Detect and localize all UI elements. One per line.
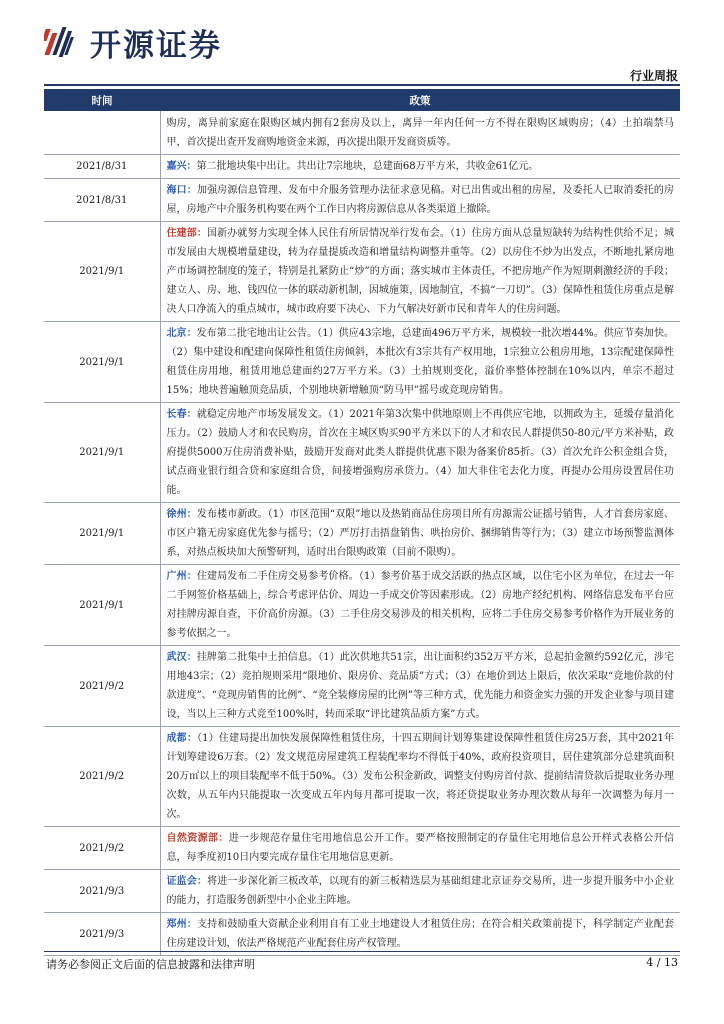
brand-name: 开源证券 [90,28,222,64]
table-body [44,111,680,956]
brand-logo [44,20,222,65]
policy-text: 国新办就努力实现全体人民住有所居情况举行发布会。（1）住房方面从总量短缺转为结构性供给不足；城市发展由大规模增量建设，转为存量提质改造和增量结构调整并重等。（2）以房住不炒为出发点，不断地扎紧房地产市场调控制度的笼子，特别是扎紧防止“炒”的方面；落实城市主体责任，不把房地产作为短期刺激经济的手段；建立人、房、地、钱四位一体的联动新机制，因城施策，因地制宜，不搞“一刀切”。（3）保障性租赁住房重点是解决人口净流入的重点城市，城市政府要下决心、下力气解决好新市民和青年人的住房问题。 [166,228,674,315]
header-divider [44,84,680,86]
kysec-logo-icon [44,23,84,63]
row-date: 2021/9/2 [44,727,160,827]
table-row [44,565,680,646]
policy-text: 支持和鼓励重大资献企业利用自有工业土地建设人才租赁住房；在符合相关政策前提下，科学制定产业配套住房建设计划，依法严格规范产业配套住房产权管理。 [166,919,675,949]
policy-text: 进一步规范存量住宅用地信息公开工作。要严格按照制定的存量住宅用地信息公开样式表格公开信息，每季度初10日内要完成存量住宅用地信息更新。 [166,833,674,863]
page-header [0,0,724,90]
policy-text: 加强房源信息管理、发布中介服务管理办法征求意见稿。对已出售或出租的房屋，及委托人已取消委托的房屋，房地产中介服务机构要在两个工作日内将房源信息从各类渠道上撤除。 [166,185,675,215]
policy-source: 海口： [166,185,197,196]
policy-text: 挂牌第二批集中土拍信息。（1）此次供地共51宗，出让面积约352万平方米，总起拍金额约592亿元，涉宅用地43宗；（2）竞拍规则采用“限地价、限房价、竞品质”方式；（3）在地价到达上限后，依次采取“竞地价款的付款进度”、“竞现房销售的比例”、“竞全装修房屋的比例”等三种方式，优先能力和资金实力强的开发企业参与项目建设，当以上三种方式竞至100%时，转而采取“评比建筑品质方案”方式。 [166,652,674,720]
policy-source: 北京： [166,328,197,339]
row-date: 2021/9/1 [44,322,160,403]
row-policy [160,646,680,727]
policy-text: 发布楼市新政。（1）市区范围“双限”地以及热销商品住房项目所有房源需公证摇号销售，人才首套房家庭、市区户籍无房家庭优先参与摇号；（2）严厉打击捂盘销售、哄抬房价、捆绑销售等行为；（3）建立市场预警监测体系，对热点板块加大预警研判，适时出台限购政策（目前不限购）。 [166,509,675,558]
row-policy [160,913,680,956]
policy-table [44,89,680,956]
row-date: 2021/9/1 [44,565,160,646]
table-row [44,870,680,913]
policy-source: 证监会： [166,876,208,887]
header-policy: 政策 [160,89,680,111]
table-row [44,322,680,403]
row-policy [160,403,680,503]
row-policy [160,222,680,322]
row-policy [160,565,680,646]
row-date: 2021/9/2 [44,827,160,870]
row-policy [160,179,680,222]
policy-source: 成都： [166,733,197,744]
policy-source: 住建部： [166,228,207,239]
table-row [44,222,680,322]
row-date: 2021/9/3 [44,913,160,956]
row-date: 2021/9/1 [44,503,160,565]
row-policy [160,870,680,913]
row-policy [160,322,680,403]
row-policy [160,827,680,870]
table-row [44,179,680,222]
table-row [44,155,680,179]
section-label: 行业周报 [629,69,678,83]
policy-text: 就稳定房地产市场发展发文。（1）2021年第3次集中供地原则上不再供应宅地，以拥政为主，延缓存量消化压力。（2）鼓励人才和农民购房，首次在主城区购买90平方米以下的人才和农民人群提供50-80元/平方米补贴，政府提供5000万住房消费补贴，鼓励开发商对此类人群提供优惠下限为备案价85折。（3）首次允许公积金组合贷，试点商业银行组合贷和家庭组合贷，间接增强购房承贷力。（4）加大非住宅去化力度，再提办公用房设置居住功能。 [166,409,674,496]
policy-text: 发布第二批宅地出让公告。（1）供应43宗地，总建面496万平方米，规模较一批次增44%。供应节奏加快。（2）集中建设和配建向保障性租赁住房倾斜，本批次有3宗共有产权用地，1宗独立公租房用地，13宗配建保障性租赁住房用地，租赁用地总建面约27万平方米。（3）土拍规则变化，溢价率整体控制在10%以内，单宗不超过15%；地块普遍触顶竞品质，个别地块新增触顶“防马甲”摇号或竞现房销售。 [166,328,675,396]
policy-source: 徐州： [166,509,197,520]
row-date: 2021/9/1 [44,222,160,322]
policy-text: 住建局发布二手住房交易参考价格。（1）参考价基于成交活跃的热点区域，以住宅小区为单位，在过去一年二手网签价格基础上，综合考虑评估价、周边一手成交价等因素形成。（2）房地产经纪机构、网络信息发布平台应对挂牌房源自查，下价高价房源。（3）二手住房交易涉及的相关机构，应将二手住房交易参考价格作为开展业务的参考依据之一。 [166,571,674,639]
policy-source: 嘉兴： [166,161,197,172]
row-policy [160,155,680,179]
policy-table-container [44,89,680,956]
policy-text: 第二批地块集中出让。共出让7宗地块，总建面68万平方米，共收金61亿元。 [196,161,539,172]
table-row [44,827,680,870]
policy-source: 武汉： [166,652,197,663]
row-date: 2021/8/31 [44,179,160,222]
table-row [44,913,680,956]
row-date: 2021/9/1 [44,403,160,503]
row-policy [160,503,680,565]
policy-text: （1）住建局提出加快发展保障性租赁住房，十四五期间计划筹集建设保障性租赁住房25万套，其中2021年计划筹建设6万套。（2）发文规范房屋建筑工程装配率均不得低于40%，政府投资项目，居住建筑部分总建筑面积20万㎡以上的项目装配率不低于50%。（3）发布公积金新政，调整支付购房首付款、提前结清贷款后提取业务办理次数，从五年内只能提取一次变成五年内每月都可提取一次，将还贷提取业务办理次数从每年一次调整为每月一次。 [166,733,674,820]
row-policy [160,111,680,155]
row-date: 2021/9/3 [44,870,160,913]
policy-source: 长春： [166,409,197,420]
table-row [44,727,680,827]
header-date: 时间 [44,89,160,111]
row-date: 2021/8/31 [44,155,160,179]
policy-source: 自然资源部： [166,833,229,844]
table-row [44,111,680,155]
row-policy [160,727,680,827]
footer-divider [44,951,680,952]
table-row [44,403,680,503]
row-date: 2021/9/2 [44,646,160,727]
table-header-row [44,89,680,111]
policy-source: 郑州： [166,919,197,930]
row-date [44,111,160,155]
policy-text: 将进一步深化新三板改革，以现有的新三板精选层为基础组建北京证券交易所，进一步提升服务中小企业的能力，打造服务创新型中小企业主阵地。 [166,876,675,906]
policy-source: 广州： [166,571,197,582]
policy-text: 购房，离异前家庭在限购区域内拥有2套房及以上，离异一年内任何一方不得在限购区域购房；（4）土拍端禁马甲，首次提出查开发商购地资金来源，再次提出限开发商资质等。 [166,118,674,148]
page-number: 4 / 13 [646,956,678,969]
footer-disclaimer: 请务必参阅正文后面的信息披露和法律声明 [46,958,255,971]
table-row [44,646,680,727]
table-row [44,503,680,565]
